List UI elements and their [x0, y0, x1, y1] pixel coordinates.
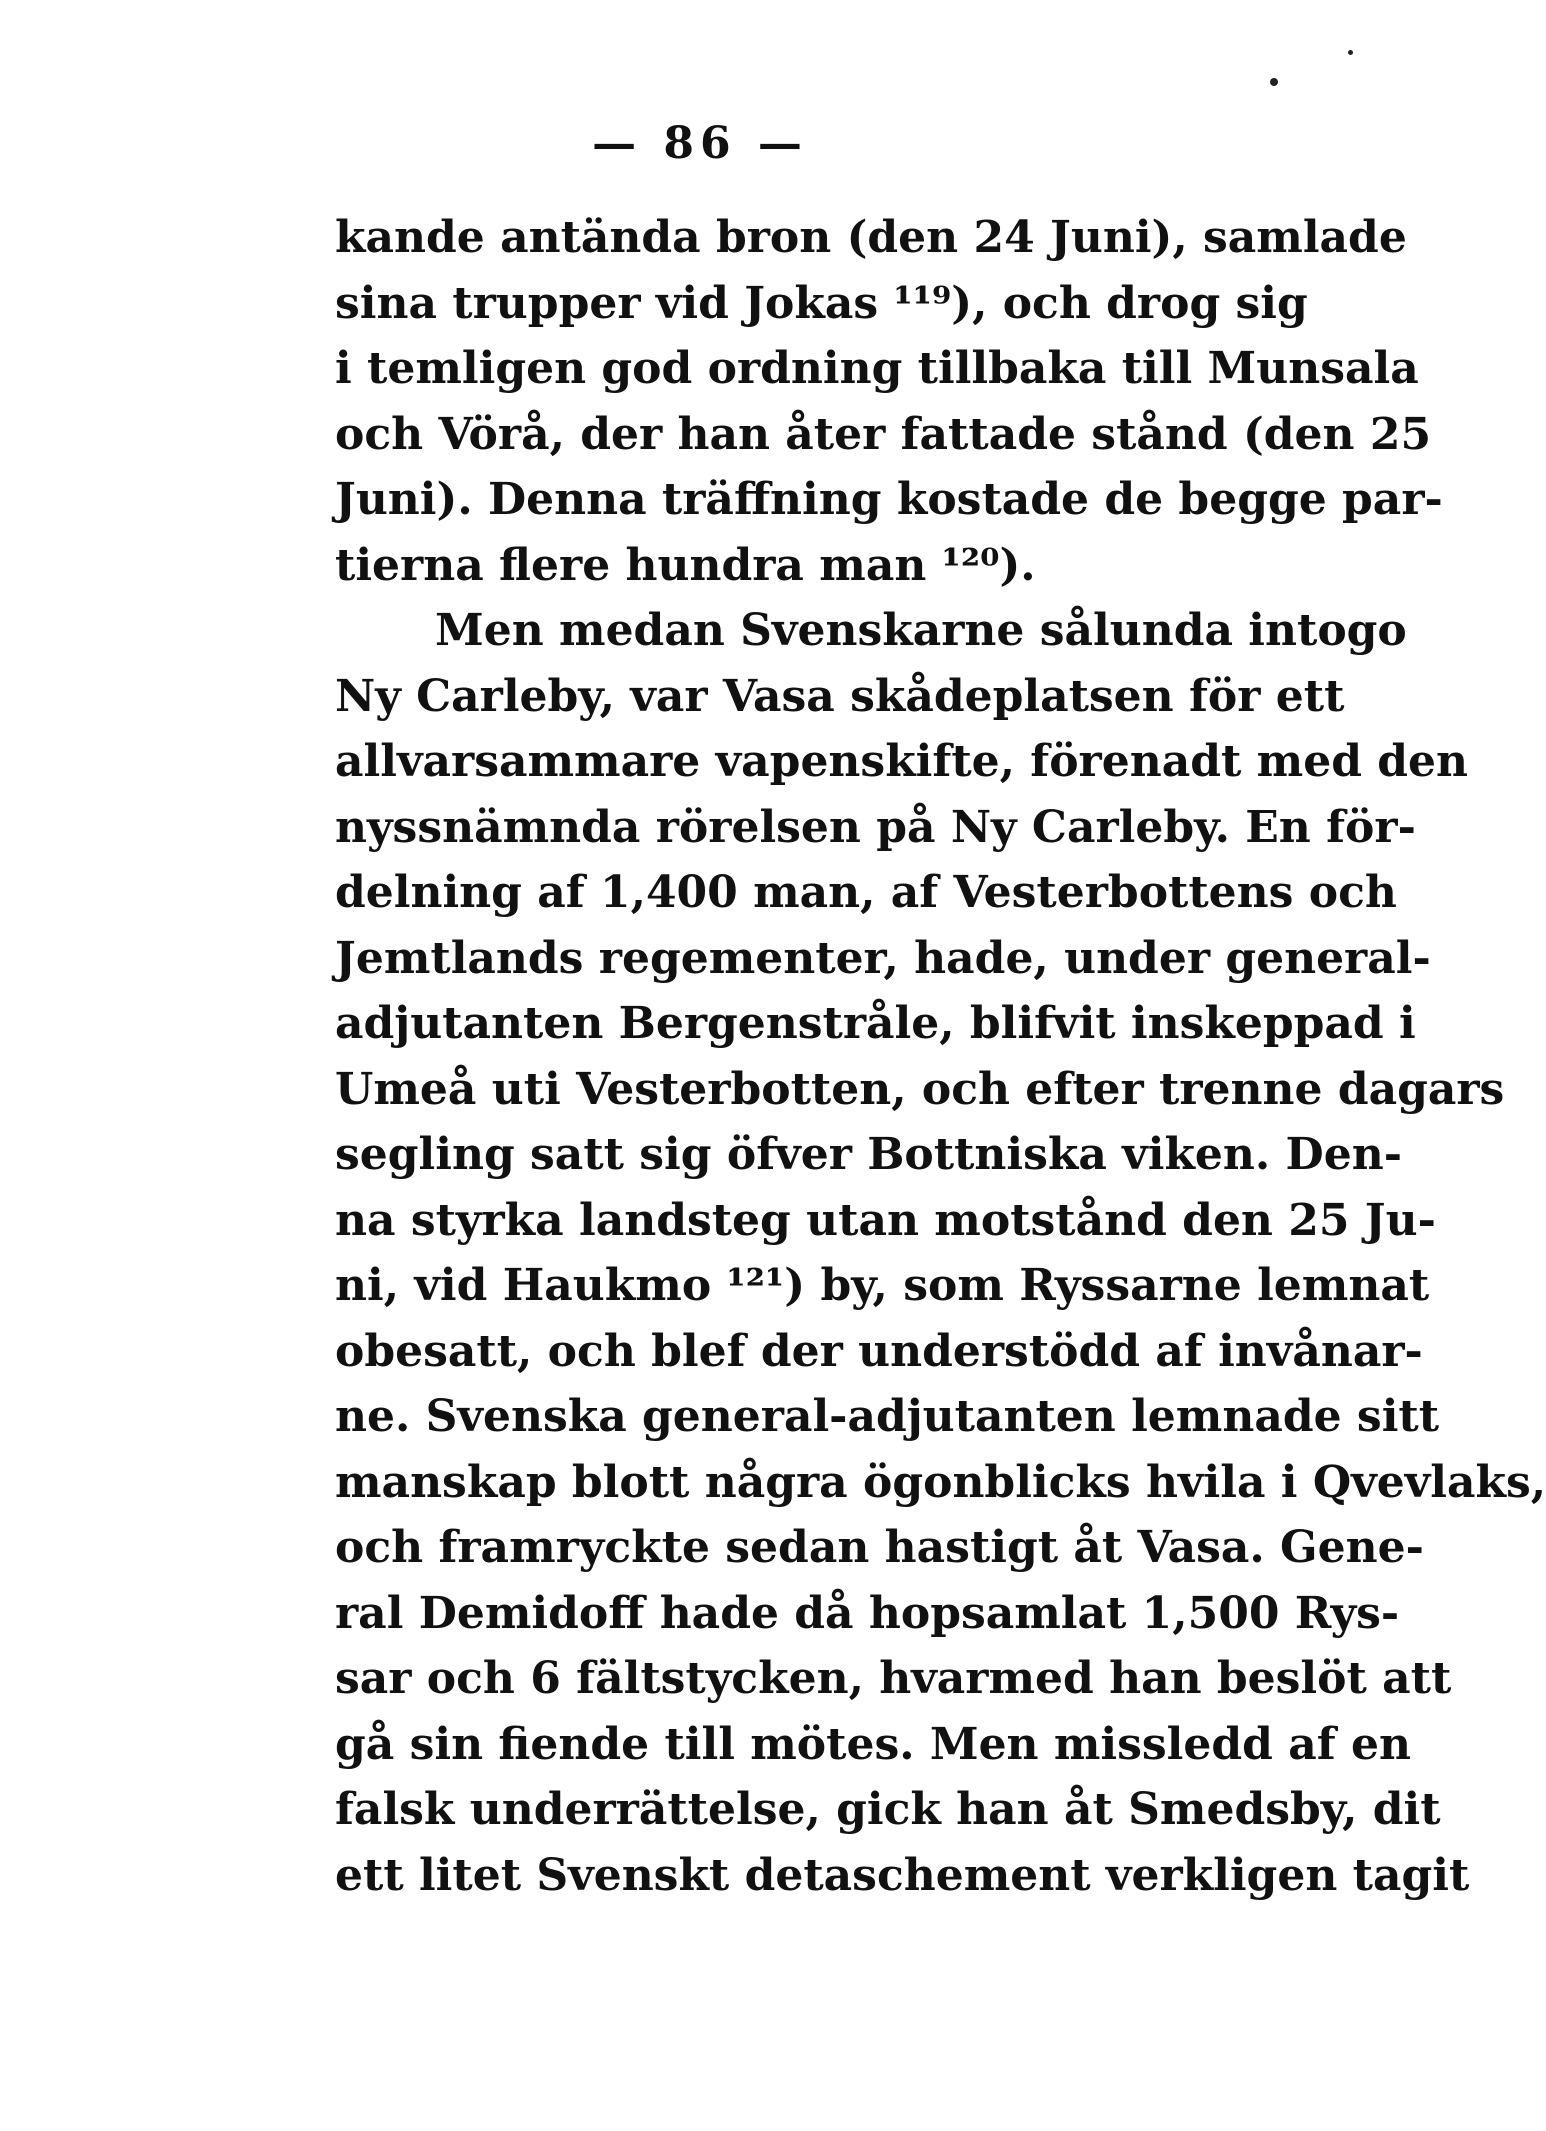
text-line: ett litet Svenskt detaschement verkligen tagit: [335, 1849, 1470, 1901]
text-line: Ny Carleby, var Vasa skådeplatsen för ett: [335, 670, 1345, 722]
text-line: allvarsammare vapenskifte, förenadt med den: [335, 736, 1469, 787]
text-line: adjutanten Bergenstråle, blifvit inskeppad i: [335, 998, 1416, 1049]
text-line: sar och 6 fältstycken, hvarmed han beslöt att: [335, 1653, 1452, 1704]
text-line: ni, vid Haukmo ¹²¹) by, som Ryssarne lemnat: [335, 1260, 1430, 1311]
text-line: gå sin fiende till mötes. Men missledd af en: [335, 1718, 1411, 1770]
text-line: och framryckte sedan hastigt åt Vasa. Gene-: [335, 1522, 1424, 1573]
text-line: Juni). Denna träffning kostade de begge par-: [335, 474, 1443, 525]
text-line: tierna flere hundra man ¹²⁰).: [335, 539, 1036, 591]
text-line: nyssnämnda rörelsen på Ny Carleby. En för-: [335, 801, 1416, 853]
text-line: falsk underrättelse, gick han åt Smedsby, dit: [335, 1784, 1441, 1835]
text-line: na styrka landsteg utan motstånd den 25 Ju-: [335, 1194, 1436, 1246]
text-line: delning af 1,400 man, af Vesterbottens och: [335, 867, 1397, 918]
ink-speck: [1270, 78, 1278, 86]
text-line: sina trupper vid Jokas ¹¹⁹), och drog sig: [335, 277, 1308, 329]
body-text: [335, 205, 1546, 1908]
ink-speck: [1348, 50, 1353, 55]
text-line: Jemtlands regementer, hade, under general-: [335, 932, 1431, 984]
text-line: manskap blott några ögonblicks hvila i Qvevlaks,: [335, 1456, 1546, 1508]
text-line: kande antända bron (den 24 Juni), samlade: [335, 212, 1407, 263]
text-line: segling satt sig öfver Bottniska viken. Den-: [335, 1129, 1402, 1180]
text-line: Umeå uti Vesterbotten, och efter trenne dagars: [335, 1063, 1505, 1115]
text-line: och Vörå, der han åter fattade stånd (den 25: [335, 408, 1432, 460]
text-line: obesatt, och blef der understödd af invånar-: [335, 1325, 1423, 1377]
text-line: i temligen god ordning tillbaka till Munsala: [335, 343, 1419, 394]
text-line: ne. Svenska general-adjutanten lemnade sitt: [335, 1391, 1440, 1442]
text-line: Men medan Svenskarne sålunda intogo: [435, 605, 1407, 656]
text-line: ral Demidoff hade då hopsamlat 1,500 Rys-: [335, 1587, 1400, 1639]
page-number: — 86 —: [592, 118, 808, 169]
